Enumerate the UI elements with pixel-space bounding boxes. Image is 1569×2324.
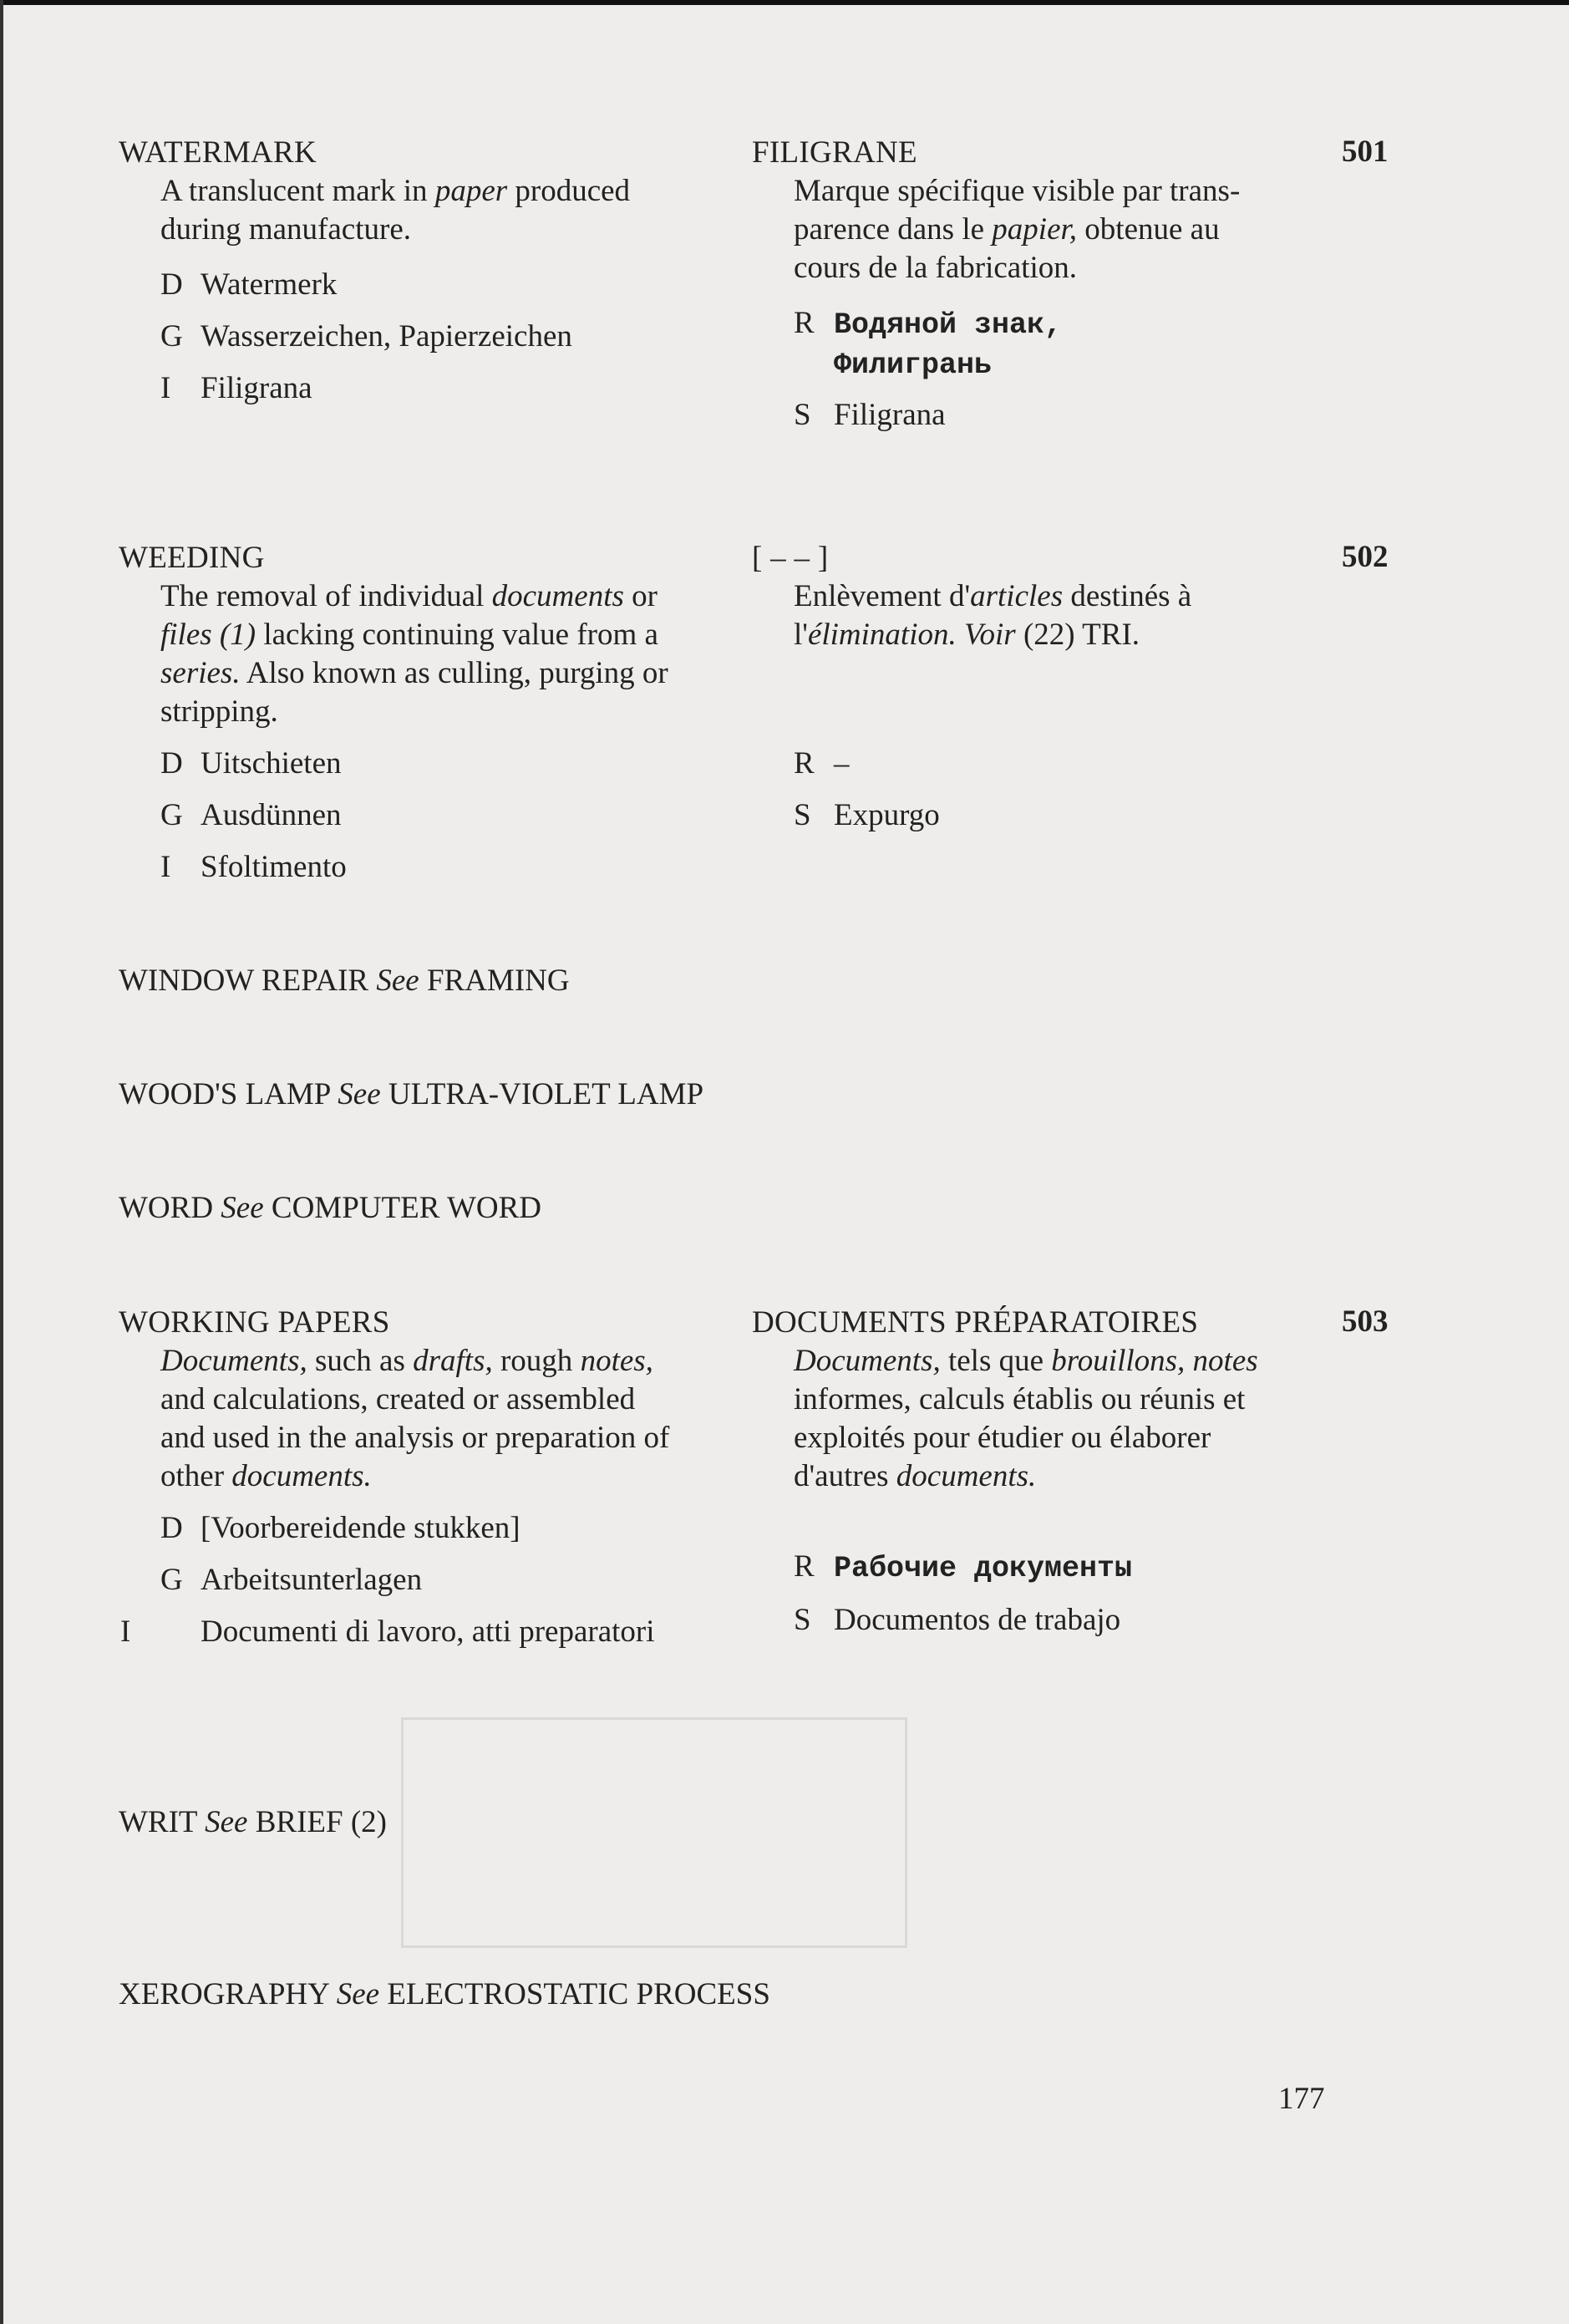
term-heading: WATERMARK — [119, 135, 317, 170]
equivalent-german: G Ausdünnen — [160, 798, 342, 832]
equivalent-spanish: S Expurgo — [794, 798, 940, 832]
equivalent-russian: R Рабочие документы — [794, 1549, 1133, 1585]
term-heading: WORKING PAPERS — [119, 1305, 390, 1340]
equivalent-dutch: D Uitschieten — [160, 746, 342, 781]
definition: Documents, such as drafts, rough notes, and calculations, created or assembled and used in the analysis or preparation of other documents. — [160, 1344, 670, 1493]
entry-502-french — [752, 539, 1287, 835]
cross-ref-window-repair: WINDOW REPAIR See FRAMING — [119, 964, 570, 998]
cross-ref-woods-lamp: WOOD'S LAMP See ULTRA-VIOLET LAMP — [119, 1077, 704, 1111]
equivalent-russian: R – — [794, 746, 850, 781]
equivalent-german: G Arbeitsunterlagen — [160, 1563, 423, 1597]
library-stamp-outline — [401, 1717, 907, 1948]
equivalent-dutch: D Watermerk — [160, 267, 338, 302]
cross-ref-word: WORD See COMPUTER WORD — [119, 1191, 542, 1225]
equivalent-italian: I Sfoltimento — [160, 850, 347, 884]
term-heading-fr: DOCUMENTS PRÉPARATOIRES — [752, 1305, 1199, 1340]
equivalent-spanish: S Documentos de trabajo — [794, 1603, 1121, 1637]
cross-ref-xerography: XEROGRAPHY See ELECTROSTATIC PROCESS — [119, 1977, 770, 2011]
equivalent-italian: I Filigrana — [160, 371, 312, 405]
definition: The removal of individual documents or files (1) lacking continuing value from a series. Also known as culling, purging or stripping. — [160, 579, 668, 729]
entry-number: 501 — [1342, 135, 1389, 169]
equivalent-spanish: S Filigrana — [794, 398, 946, 432]
equivalent-russian-2: Филигрань — [834, 348, 993, 382]
term-heading-fr: FILIGRANE — [752, 135, 917, 170]
equivalent-dutch: D [Voorbereidende stukken] — [160, 1511, 520, 1545]
equivalent-russian: R Водяной знак, — [794, 306, 1063, 342]
scan-edge-top — [0, 0, 1569, 5]
equivalent-italian: I Documenti di lavoro, atti preparatori — [120, 1615, 655, 1649]
term-heading-fr: [ – – ] — [752, 541, 829, 575]
entry-502-english — [119, 539, 670, 887]
definition-fr: Marque spécifique visible par trans-parence dans le papier, obtenue au cours de la fabrication. — [794, 174, 1241, 285]
entry-number: 503 — [1342, 1304, 1389, 1339]
cross-ref-writ: WRIT See BRIEF (2) — [119, 1805, 387, 1839]
entry-503-english — [119, 1304, 670, 1651]
definition-fr: Documents, tels que brouillons, notes informes, calculs établis ou réunis et exploités pour étudier ou élaborer d'autres documents. — [794, 1344, 1258, 1493]
equivalent-german: G Wasserzeichen, Papierzeichen — [160, 319, 572, 353]
term-heading: WEEDING — [119, 541, 265, 575]
entry-501-english — [119, 134, 670, 408]
entry-number: 502 — [1342, 540, 1389, 574]
definition-fr: Enlèvement d'articles destinés à l'élimination. Voir (22) TRI. — [794, 579, 1192, 652]
page-number: 177 — [1278, 2082, 1325, 2116]
definition: A translucent mark in paper produced during manufacture. — [160, 174, 631, 247]
entry-503-french — [752, 1304, 1287, 1640]
entry-501-french — [752, 134, 1287, 435]
scan-edge-left — [0, 0, 3, 2324]
